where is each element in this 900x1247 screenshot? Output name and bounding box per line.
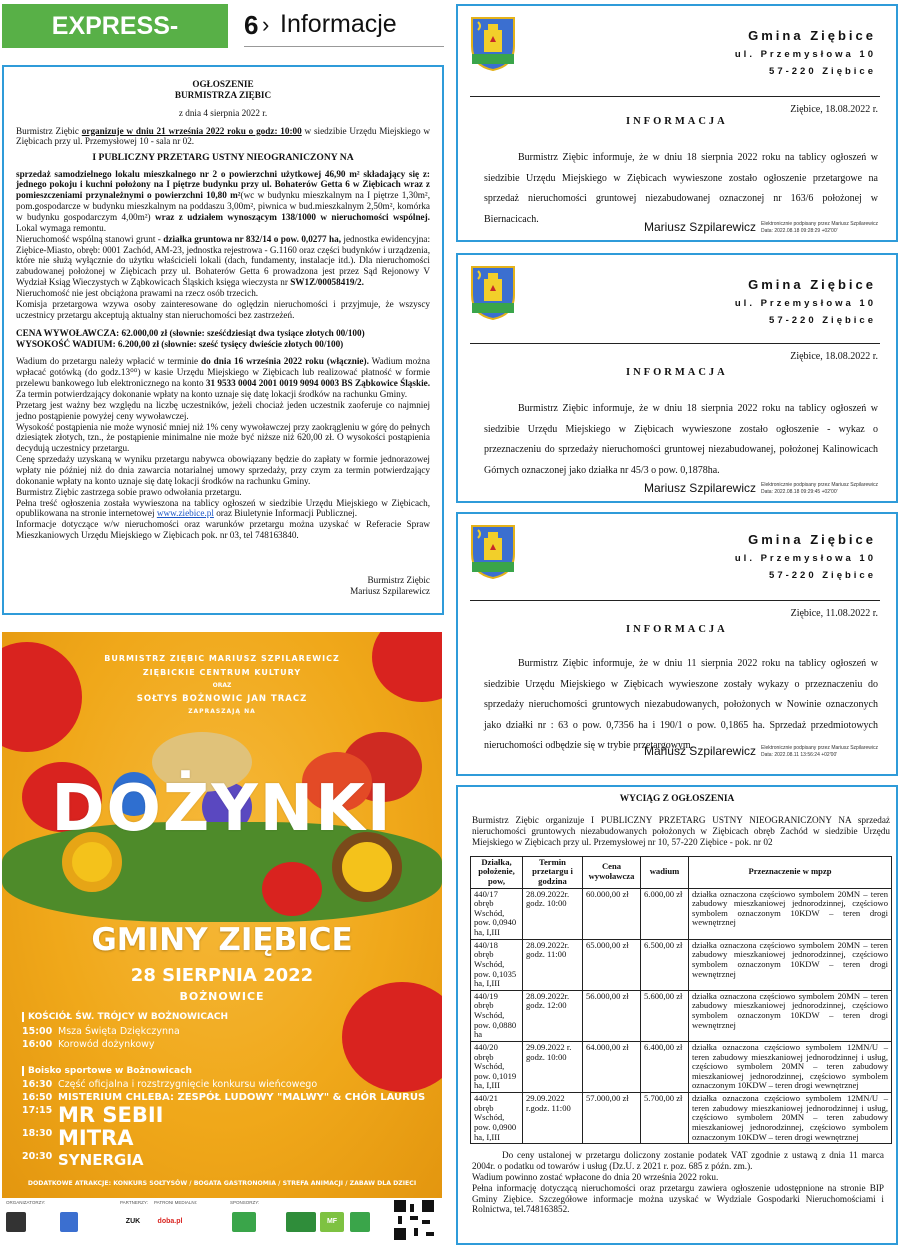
doba-logo: doba.pl [154,1212,186,1232]
program-section-field: Boisko sportowe w Bożnowicach 16:30 Część oficjalna i rozstrzygnięcie konkursu wieńcowego 16:50 MISTERIUM CHLEBA: ZESPÓŁ LUDOWY "MALWY" & CHÓR LAURUS 17:15 MR SEBII 18:30 MITRA 20:30 SYNERGIA [22,1066,426,1169]
website-link[interactable]: www.ziebice.pl [156,508,214,519]
table-row: 440/19 obręb Wschód, pow. 0,0880 ha 28.09.2022r. godz. 12:00 56.000,00 zł 5.600,00 zł działka oznaczona częściowo symbolem 20MN – teren zabudowy mieszkaniowej jednorodzinnej, częściowo symbolem oznaczonym 10KDW – teren drogi wewnętrznej [471,990,892,1041]
divider [470,96,880,97]
coat-of-arms-icon [60,1212,78,1232]
event-place: BOŻNOWICE [179,990,265,1003]
organizer-logo-icon [6,1212,26,1232]
info-body: Burmistrz Ziębic informuje, że w dniu 18 sierpnia 2022 roku na tablicy ogłoszeń w siedzibie Urzędu Miejskiego w Ziębicach wywieszone zostało ogłoszenie - wykaz o przeznaczeniu do sprzedaży nieruchomości gruntowej niezabudowanej, położonej Kalinowicach Górnych oznaczonej jako działka nr 45/3 o pow. 0,1878ha. [484,403,878,476]
signature-name: Mariusz Szpilarewicz [350,585,430,596]
announcement-title: OGŁOSZENIE [192,79,254,89]
info-body: Burmistrz Ziębic informuje, że w dniu 18 sierpnia 2022 roku na tablicy ogłoszeń w siedzibie Urzędu Miejskiego w Ziębicach wywieszone zostało ogłoszenie przetargowe na sprzedaż nieruchomości gruntowej niezabudowanej oznaczonej nr 163/6 położonej w Biernacicach. [484,152,878,225]
media-label: PATRONI MEDIALNI: [154,1200,198,1205]
info-box [456,253,898,503]
announcement-paragraph: Komisja przetargowa wzywa osoby zainteresowane do oględzin nieruchomości i przyjmuje, że wszyscy uczestnicy przetargu akceptują aktualny stan nieruchomości bez zastrzeżeń. [16,298,430,320]
announcement-paragraph: Pełna treść ogłoszenia została wywieszona na tablicy ogłoszeń w siedzibie Urzędu Miejskiego w Ziębicach, opublikowana na stronie internetowej www.ziebice.pl oraz Biuletynie Informacji Publicznej. [16,497,430,519]
starting-price: CENA WYWOŁAWCZA: 62.000,00 zł (słownie: sześćdziesiąt dwa tysiące złotych 00/100) [16,327,365,338]
program-section-church: KOŚCIÓŁ ŚW. TRÓJCY W BOŻNOWICACH 15:00 Msza Święta Dziękczynna 16:00 Korowód dożynkowy [22,1012,229,1050]
organizer-line: ZAPRASZAJĄ NA [188,708,256,715]
event-date: 28 SIERPNIA 2022 [130,965,314,986]
table-header: wadium [641,856,689,888]
info-box [456,512,898,776]
table-header: Przeznaczenie w mpzp [689,856,892,888]
sponsor-logo-icon [286,1212,316,1232]
organizer-line: SOŁTYS BOŻNOWIC JAN TRACZ [136,694,308,704]
table-header: Termin przetargu i godzina [523,856,583,888]
e-signature: Mariusz Szpilarewicz Elektronicznie podpisany przez Mariusz Szpilarewicz Data: 2022.08.18 09:28:29 +02'00' [643,220,878,234]
mf-logo: MF [320,1212,344,1232]
deposit-amount: WYSOKOŚĆ WADIUM: 6.200,00 zł (słownie: sześć tysięcy dwieście złotych 00/100) [16,338,344,349]
announcement-heading: I PUBLICZNY PRZETARG USTNY NIEOGRANICZONY NA [92,152,354,164]
poppy-flower [262,862,322,916]
table-row: 440/21 obręb Wschód, pow. 0,0900 ha, I,III 29.09.2022 r.godz. 11:00 57.000,00 zł 5.700,00 zł działka oznaczona częściowo symbolem 12MN/U – teren zabudowy mieszkaniowej jednorodzinnej i usług, częściowo symbolem 20MN – teren zabudowy mieszkaniowej jednorodzinnej, częściowo symbolem oznaczonym 10KDW – teren drogi wewnętrznej [471,1093,892,1144]
announcement-paragraph: Nieruchomość nie jest obciążona prawami na rzecz osób trzecich. [16,288,259,299]
sponsor-logo-icon [350,1212,370,1232]
info-box [456,4,898,242]
page-number: 6 [244,10,259,40]
organizers-label: ORGANIZATORZY: [6,1200,46,1205]
table-header-row [471,856,892,888]
organizer-line: BURMISTRZ ZIĘBIC MARIUSZ SZPILAREWICZ [104,654,340,663]
coat-of-arms-icon [470,265,516,321]
extract-intro: Burmistrz Ziębic organizuje I PUBLICZNY PRZETARG USTNY NIEOGRANICZONY NA sprzedaż nieruchomości gruntowych niezabudowanych położonych w Ziębicach obręb Zachód w siedzibie Urzędu Miejskiego w Ziębicach przy ul. Przemysłowej nr 10, 57-220 Ziębice - pok. nr 02 [472,815,890,847]
zuk-logo: ZUK [120,1212,146,1232]
announcement-paragraph: Wysokość postąpienia nie może wynosić mniej niż 1% ceny wywoławczej przy zaokrągleniu w górę do pełnych dziesiątek złotych, tzn., że postąpienie minimalne nie może być niższe niż 620,00 zł. O wysokości postąpienia decydują uczestnicy przetargu. [16,421,430,454]
info-date: Ziębice, 11.08.2022 r. [790,608,878,619]
coat-of-arms-icon [470,16,516,72]
sponsors-strip [2,1198,442,1245]
table-row: 440/20 obręb Wschód, pow. 0,1019 ha, I,III 29.09.2022 r. godz. 10:00 64.000,00 zł 6.400,00 zł działka oznaczona częściowo symbolem 12MN/U – teren zabudowy mieszkaniowej jednorodzinnej i usług, częściowo symbolem 20MN – teren zabudowy mieszkaniowej jednorodzinnej, częściowo symbolem oznaczonym 10KDW – teren drogi wewnętrznej [471,1041,892,1092]
e-signature: Mariusz Szpilarewicz Elektronicznie podpisany przez Mariusz Szpilarewicz Data: 2022.08.11 13:56:24 +02'00' [643,744,878,758]
sponsors-label: SPONSORZY: [230,1200,260,1205]
harvest-festival-poster [2,632,442,1198]
info-title: INFORMACJA [626,367,728,378]
header-divider [244,46,444,47]
extract-title: WYCIĄG Z OGŁOSZENIA [619,794,735,804]
organizer-line: ZIĘBICKIE CENTRUM KULTURY [142,668,302,677]
extract-box [456,785,898,1245]
announcement-box [2,65,444,615]
divider [470,600,880,601]
table-header: Działka, położenie, pow, [471,856,523,888]
announcement-paragraph: sprzedaż samodzielnego lokalu mieszkalnego nr 2 o powierzchni użytkowej 46,90 m² składający się z: jednego pokoju i kuchni położony na I piętrze budynku przy ul. Bohaterów Getta 6 w Ziębicach wraz z pomieszczeniami przynależnymi o powierzchni 10,80 m²(wc w budynku mieszkalnym na I piętrze 1,30m², pom.gospodarcze w budynku mieszkalnym na poddaszu 3,00m², piwnica w bud.mieszkalnym 2,50m², komórka w budynku gospodarczym 4,00m²) wraz z udziałem wynoszącym 138/1000 w nieruchomości wspólnej. Lokal wymaga remontu. [16,168,430,233]
gmina-address: Gmina Ziębice ul. Przemysłowa 10 57-220 Ziębice [734,532,876,581]
table-row: 440/18 obręb Wschód, pow. 0,1035 ha, I,III 28.09.2022r. godz. 11:00 65.000,00 zł 6.500,00 zł działka oznaczona częściowo symbolem 20MN – teren zabudowy mieszkaniowej jednorodzinnej, częściowo symbolem oznaczonym 10KDW – teren drogi wewnętrznej [471,939,892,990]
qr-code-icon[interactable] [394,1200,434,1240]
info-date: Ziębice, 18.08.2022 r. [790,104,878,115]
vat-note: Do ceny ustalonej w przetargu doliczony zostanie podatek VAT zgodnie z ustawą z dnia 11 marca 2004r. o podatku od towarów i usług (Dz.U. z 2021 r. poz. 685 z późn. zm.). [472,1150,884,1172]
announcement-paragraph: Nieruchomość wspólną stanowi grunt - działka gruntowa nr 832/14 o pow. 0,0277 ha, jednostka ewidencyjna: Ziębice-Miasto, obręb: 0001 Zachód, AM-23, jednostka rejestrowa - G.1160 oraz części budynków i urządzenia, które nie służą wyłącznie do użytku właścicieli lokali (dach, fundamenty, instalacje itd.). Dla nieruchomości zabudowanej położonej w Ziębicach przy ul. Bohaterów Getta 6 prowadzona jest przez Sąd Rejonowy V Wydział Ksiąg Wieczystych w Ząbkowicach Śląskich księga wieczysta nr SW1Z/00058419/2. [16,233,430,288]
announcement-date: z dnia 4 sierpnia 2022 r. [178,107,268,118]
info-title: INFORMACJA [626,624,728,635]
sponsor-logo-icon [232,1212,256,1232]
organizer-line: ORAZ [212,682,232,689]
contact-note: Pełna informację dotyczącą nieruchomości oraz przetargu zawiera ogłoszenie udostępnione na stronie BIP Gminy Ziębice. Szczegółowe informacje można uzyskać w Wydziale Gospodarki Nieruchomościami i Rolnictwa, tel.748163852. [472,1182,884,1215]
info-body: Burmistrz Ziębic informuje, że w dniu 11 sierpnia 2022 roku na tablicy ogłoszeń w siedzibie Urzędu Miejskiego w Ziębicach wywieszone zostały wykazy o przeznaczeniu do sprzedaży nieruchomości gruntowych niezabudowanych, położonych w Nowinie oznaczonych jako działki nr : 63 o pow. 0,7356 ha i 190/1 o pow. 0,1865 ha. Sprzedaż przedmiotowych nieruchomości odbędzie się w trybie przetargowym. [484,658,878,751]
poppy-flower [372,632,442,702]
site-logo[interactable]: EXPRESS- [2,4,228,48]
divider [470,343,880,344]
table-header: Cena wywoławcza [583,856,641,888]
table-row: 440/17 obręb Wschód, pow. 0,0940 ha, I,III 28.09.2022r. godz. 10:00 60.000,00 zł 6.000,00 zł działka oznaczona częściowo symbolem 20MN – teren zabudowy mieszkaniowej jednorodzinnej, częściowo symbolem oznaczonym 10KDW – teren drogi wewnętrznej [471,888,892,939]
gmina-address: Gmina Ziębice ul. Przemysłowa 10 57-220 Ziębice [734,28,876,77]
extra-attractions: DODATKOWE ATRAKCJE: KONKURS SOŁTYSÓW / BOGATA GASTRONOMIA / STREFA ANIMACJI / ZABAW DLA DZIECI [27,1180,417,1187]
announcement-paragraph: Przetarg jest ważny bez względu na liczbę uczestników, jeżeli chociaż jeden uczestnik zaoferuje co najmniej jedno postąpienie powyżej ceny wywoławczej. [16,399,430,421]
info-date: Ziębice, 18.08.2022 r. [790,351,878,362]
announcement-subtitle: BURMISTRZA ZIĘBIC [174,89,272,100]
plots-table [470,856,892,1145]
announcement-intro: Burmistrz Ziębic organizuje w dniu 21 września 2022 roku o godz: 10:00 w siedzibie Urzędu Miejskiego w Ziębicach przy ul. Przemysłowej 10 - sala nr 02. [16,125,430,147]
signature-role: Burmistrz Ziębic [367,574,430,585]
deposit-note: Wadium powinno zostać wpłacone do dnia 20 września 2022 roku. [472,1171,719,1182]
announcement-paragraph: Burmistrz Ziębic zastrzega sobie prawo odwołania przetargu. [16,486,242,497]
announcement-paragraph: Informacje dotyczące w/w nieruchomości oraz warunków przetargu można uzyskać w Referacie Spraw Mieszkaniowych Urzędu Miejskiego w Ziębicach pok. nr 03, tel 748163840. [16,519,430,541]
gmina-address: Gmina Ziębice ul. Przemysłowa 10 57-220 Ziębice [734,277,876,326]
poster-title: DOŻYNKI [51,772,393,846]
info-title: INFORMACJA [626,116,728,127]
e-signature: Mariusz Szpilarewicz Elektronicznie podpisany przez Mariusz Szpilarewicz Data: 2022.08.18 09:29:45 +02'00' [643,481,878,495]
announcement-paragraph: Wadium do przetargu należy wpłacić w terminie do dnia 16 września 2022 roku (włącznie). Wadium można wpłacać gotówką (do godz.13⁰⁰) w kasie Urzędu Miejskiego w Ziębicach lub realizować płatność w formie przelewu bankowego lub elektronicznego na konto 31 9533 0004 2001 0019 9094 0003 BS Ząbkowice Śląskie. Za termin potwierdzający dokonanie wpłaty na konto uznaje się datę lokacji środków na rachunku Gminy. [16,356,431,399]
section-title: Informacje [280,10,397,38]
poster-subtitle: GMINY ZIĘBICE [91,922,353,958]
chevron-right-icon: › [262,12,270,37]
partners-label: PARTNERZY: [120,1200,148,1205]
announcement-paragraph: Cenę sprzedaży uzyskaną w wyniku przetargu nabywca obowiązany będzie do zapłaty w formie jednorazowej wpłaty nie później niż do dnia zawarcia notarialnej umowy sprzedaży, przy czym za termin potwierdzający dokonanie wpłaty na konto uznaje się datę lokacji środków na rachunku Gminy. [16,454,430,486]
coat-of-arms-icon [470,524,516,580]
